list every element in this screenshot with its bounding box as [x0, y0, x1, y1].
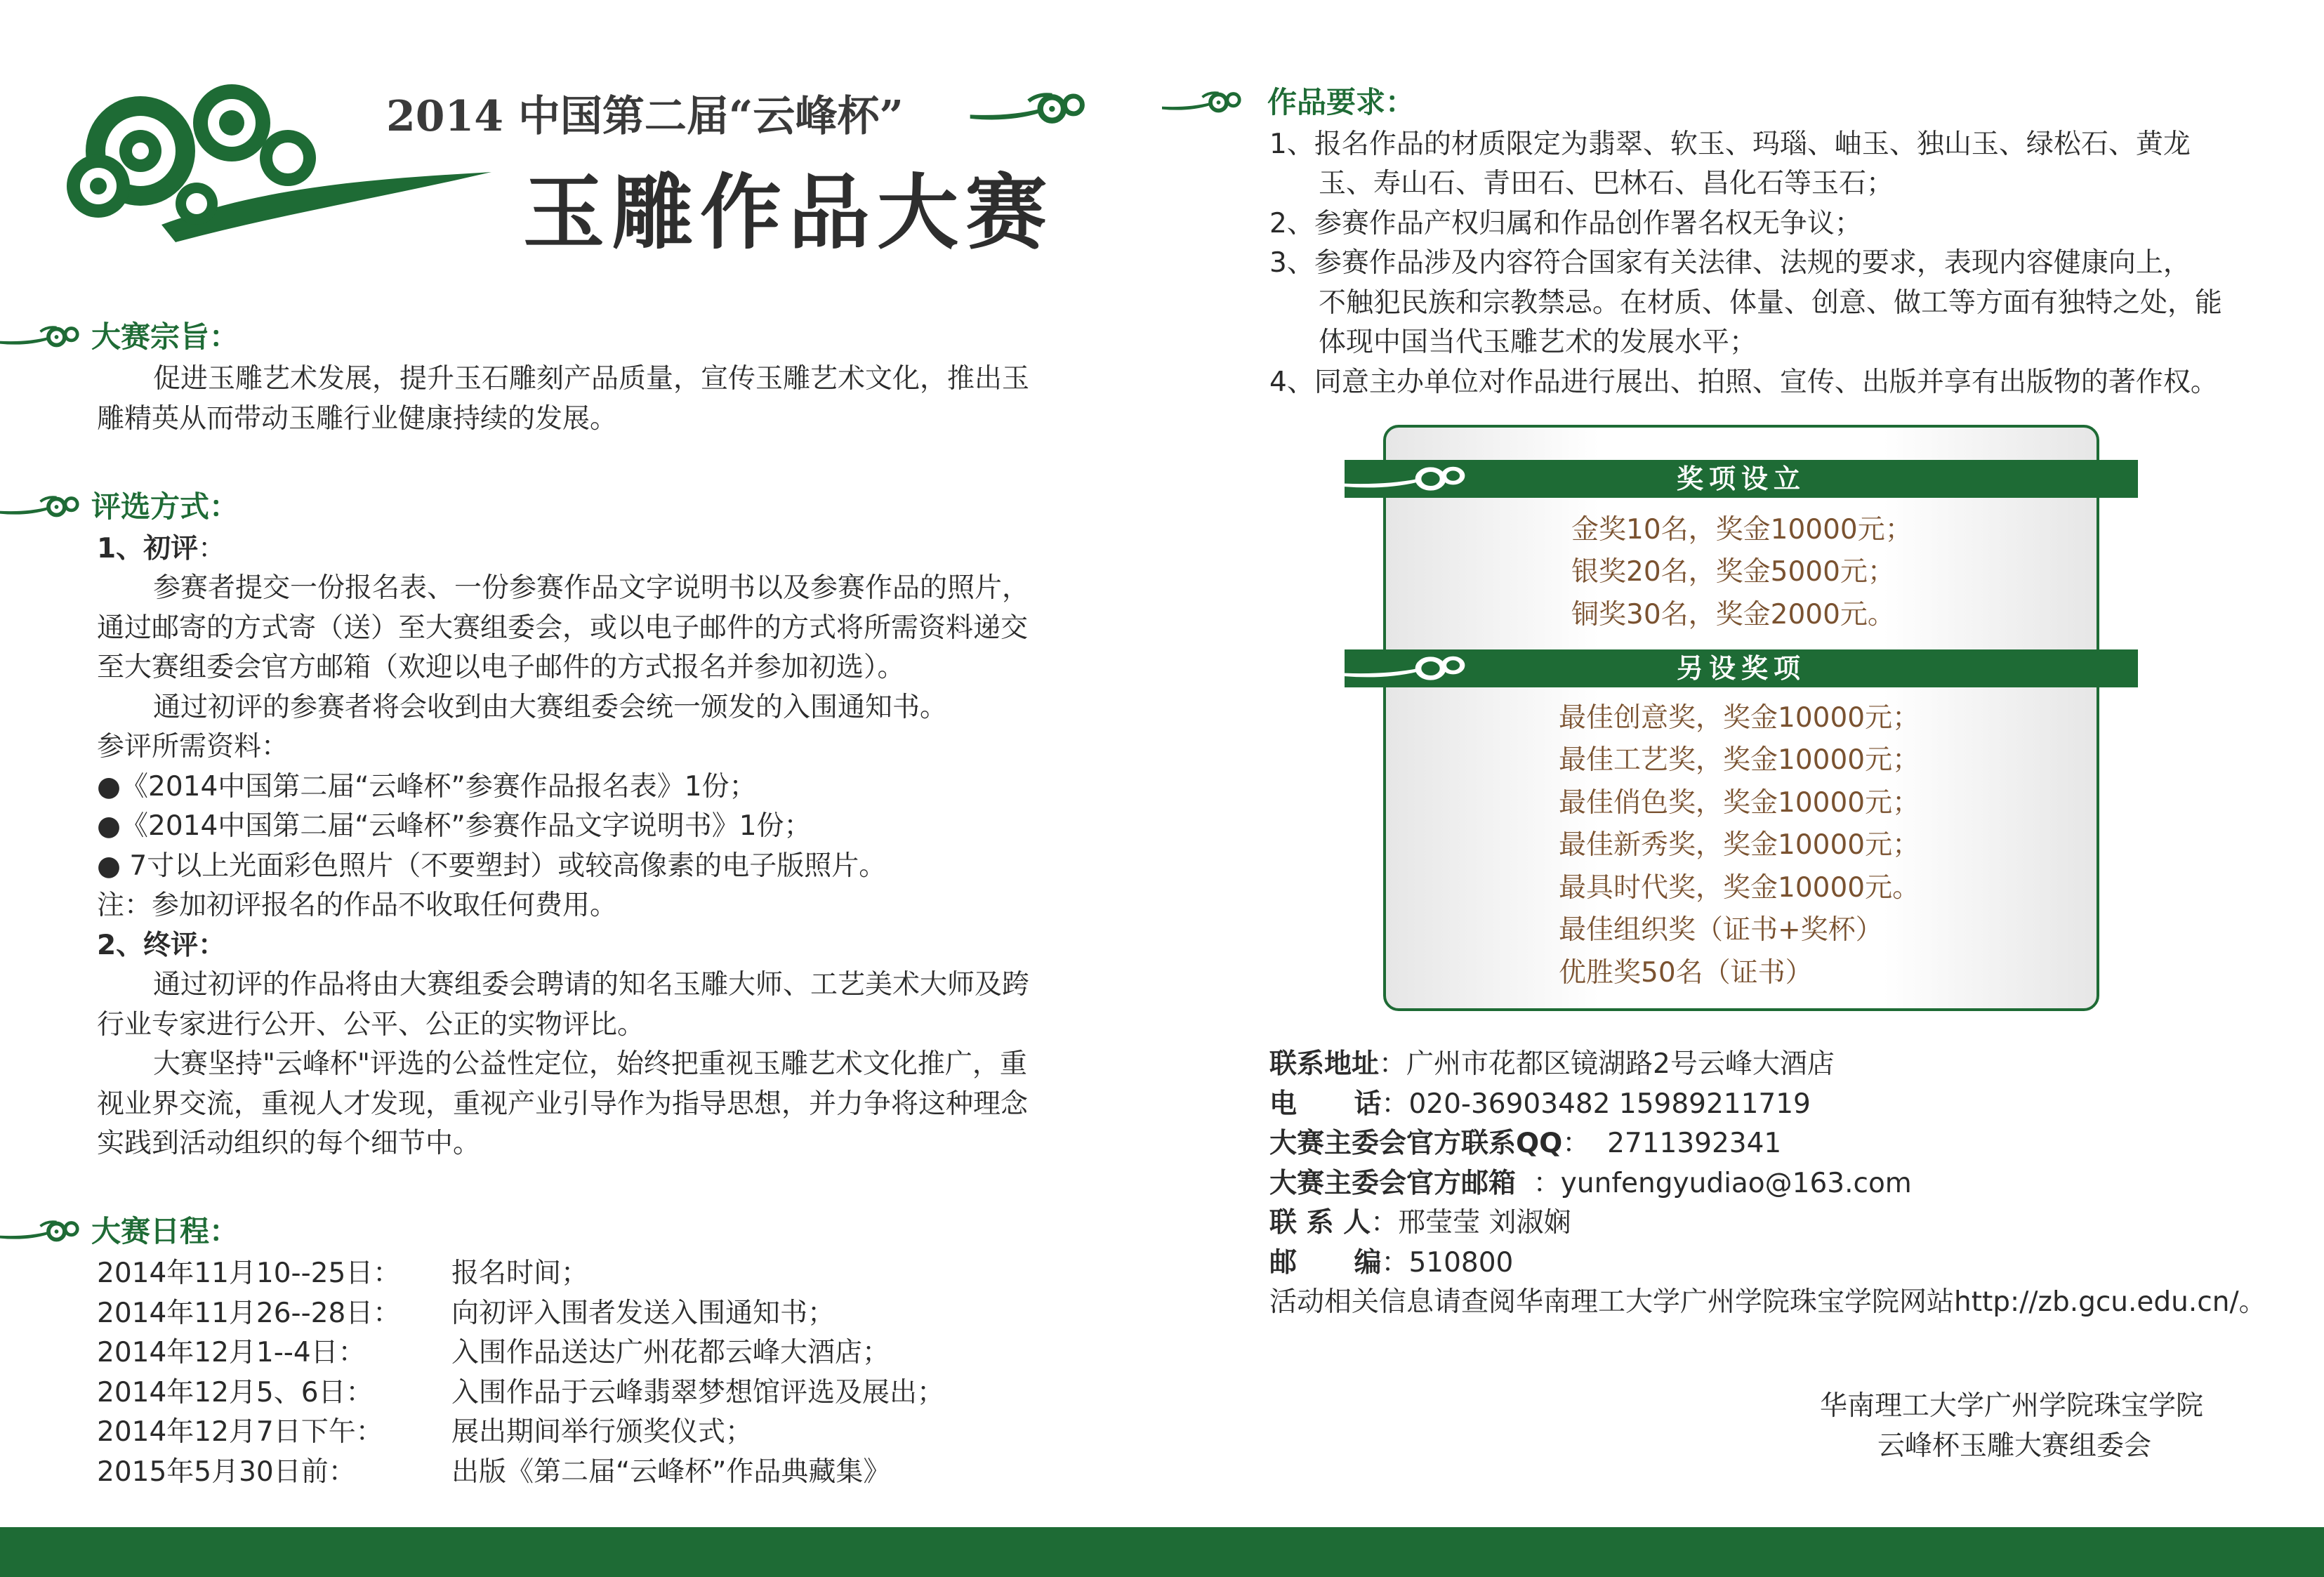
- prize-line: 最佳组织奖（证书+奖杯）: [1559, 914, 1883, 946]
- colon: ：: [198, 533, 226, 565]
- contact-label: 联 系 人: [1269, 1207, 1371, 1239]
- schedule-table: [97, 1254, 945, 1492]
- website-line: 活动相关信息请查阅华南理工大学广州学院珠宝学院网站http://zb.gcu.edu.cn/。: [1269, 1286, 2266, 1318]
- contact-value: ： 2711392341: [1562, 1128, 1782, 1159]
- list-item: ●《2014中国第二届“云峰杯”参赛作品报名表》1份；: [97, 771, 757, 803]
- prize-line: 优胜奖50名（证书）: [1559, 957, 1813, 989]
- schedule-row: [97, 1373, 945, 1413]
- schedule-date: 2015年5月30日前：: [97, 1456, 356, 1488]
- requirement-line: 1、报名作品的材质限定为翡翠、软玉、玛瑙、岫玉、独山玉、绿松石、黄龙: [1269, 128, 2191, 160]
- requirement-line: 4、同意主办单位对作品进行展出、拍照、宣传、出版并享有出版物的著作权。: [1269, 367, 2218, 398]
- contact-row: [1269, 1243, 2266, 1284]
- contact-value: ：邢莹莹 刘淑娴: [1371, 1207, 1571, 1239]
- prize-line: 最佳创意奖，奖金10000元；: [1559, 702, 1920, 734]
- schedule-row: [97, 1453, 891, 1493]
- paragraph-line: 通过初评的参赛者将会收到由大赛组委会统一颁发的入围通知书。: [153, 692, 948, 723]
- prize-line: 最佳工艺奖，奖金10000元；: [1559, 744, 1920, 776]
- paragraph-line: 行业专家进行公开、公平、公正的实物评比。: [97, 1009, 645, 1041]
- cloud-ornament-icon: [1162, 90, 1243, 115]
- schedule-row: [97, 1413, 753, 1453]
- cloud-ornament-icon: [969, 91, 1088, 126]
- requirement-line: 玉、寿山石、青田石、巴林石、昌化石等玉石；: [1319, 168, 1894, 199]
- schedule-row: [97, 1294, 836, 1334]
- prize-line: 铜奖30名，奖金2000元。: [1571, 599, 1895, 631]
- section-title: 大赛日程：: [91, 1214, 239, 1248]
- cloud-ornament-icon: [0, 324, 81, 350]
- note: 注：参加初评报名的作品不收取任何费用。: [97, 890, 618, 921]
- paragraph-line: 通过邮寄的方式寄（送）至大赛组委会，或以电子邮件的方式将所需资料递交: [97, 612, 1029, 644]
- paragraph-line: 实践到活动组织的每个细节中。: [97, 1128, 481, 1159]
- subheading-final: [97, 926, 225, 966]
- contact-value: ：广州市花都区镜湖路2号云峰大酒店: [1379, 1048, 1835, 1080]
- prize-line: 最具时代奖，奖金10000元。: [1559, 872, 1920, 904]
- awards-title: 奖项设立: [1676, 463, 1806, 494]
- schedule-event: 入围作品送达广州花都云峰大酒店；: [451, 1337, 890, 1368]
- contact-label: 大赛主委会官方邮箱: [1269, 1167, 1517, 1199]
- paragraph-line: 通过初评的作品将由大赛组委会聘请的知名玉雕大师、工艺美术大师及跨: [153, 969, 1030, 1001]
- contact-row: [1269, 1124, 2266, 1164]
- awards-ribbon-main: [1345, 460, 2138, 498]
- prize-line: 最佳俏色奖，奖金10000元；: [1559, 787, 1920, 819]
- schedule-event: 展出期间举行颁奖仪式；: [451, 1416, 753, 1448]
- contact-row: [1269, 1045, 2266, 1085]
- awards-ribbon-extra: [1345, 649, 2138, 687]
- footer-band: [0, 1527, 2324, 1577]
- schedule-event: 报名时间；: [451, 1258, 589, 1289]
- requirement-line: 体现中国当代玉雕艺术的发展水平；: [1319, 326, 1757, 358]
- prize-line: 最佳新秀奖，奖金10000元；: [1559, 829, 1920, 861]
- paragraph-line: 大赛坚持"云峰杯"评选的公益性定位，始终把重视玉雕艺术文化推广，重: [153, 1048, 1027, 1080]
- contact-label: 联系地址: [1269, 1048, 1380, 1080]
- schedule-event: 向初评入围者发送入围通知书；: [451, 1297, 836, 1329]
- paragraph-line: 参赛者提交一份报名表、一份参赛作品文字说明书以及参赛作品的照片，: [153, 572, 1030, 604]
- materials-label: 参评所需资料：: [97, 731, 289, 763]
- section-title: 大赛宗旨：: [91, 319, 239, 354]
- section-title: 评选方式：: [91, 489, 239, 524]
- contact-label: 大赛主委会官方联系QQ: [1269, 1128, 1563, 1159]
- paragraph-line: 视业界交流，重视人才发现，重视产业引导作为指导思想，并力争将这种理念: [97, 1088, 1029, 1120]
- subheading-preliminary: [97, 529, 225, 569]
- schedule-date: 2014年12月1--4日：: [97, 1337, 366, 1368]
- schedule-event: 出版《第二届“云峰杯”作品典藏集》: [451, 1456, 891, 1488]
- requirement-line: 2、参赛作品产权归属和作品创作署名权无争议；: [1269, 208, 1862, 239]
- contact-value: ：yunfengyudiao@163.com: [1516, 1167, 1912, 1199]
- contact-value: ：510800: [1381, 1246, 1514, 1279]
- contact-block: [1269, 1045, 2266, 1323]
- requirement-line: 不触犯民族和宗教禁忌。在材质、体量、创意、做工等方面有独特之处，能: [1319, 287, 2223, 319]
- list-item: ●《2014中国第二届“云峰杯”参赛作品文字说明书》1份；: [97, 810, 812, 842]
- schedule-date: 2014年12月7日下午：: [97, 1416, 383, 1448]
- contact-label: 邮 编: [1269, 1246, 1382, 1279]
- awards-title: 另设奖项: [1676, 653, 1806, 684]
- schedule-date: 2014年11月10--25日：: [97, 1258, 401, 1289]
- prize-line: 金奖10名，奖金10000元；: [1571, 514, 1913, 546]
- cloud-ornament-icon: [0, 494, 81, 520]
- requirement-line: 3、参赛作品涉及内容符合国家有关法律、法规的要求，表现内容健康向上，: [1269, 247, 2191, 279]
- organizer-line: 云峰杯玉雕大赛组委会: [1877, 1430, 2152, 1462]
- subheading-label: 2、终评：: [97, 930, 226, 961]
- schedule-date: 2014年11月26--28日：: [97, 1297, 401, 1329]
- header-title-line1: 2014 中国第二届“云峰杯”: [386, 92, 904, 141]
- contact-row: [1269, 1203, 2266, 1243]
- schedule-row: [97, 1254, 589, 1294]
- section-title: 作品要求：: [1267, 85, 1415, 119]
- schedule-date: 2014年12月5、6日：: [97, 1376, 374, 1408]
- contact-row: [1269, 1164, 2266, 1204]
- paragraph-line: 至大赛组委会官方邮箱（欢迎以电子邮件的方式报名并参加初选）。: [97, 652, 905, 683]
- contact-row: [1269, 1085, 2266, 1125]
- subheading-label: 1、初评: [97, 533, 199, 565]
- schedule-event: 入围作品于云峰翡翠梦想馆评选及展出；: [451, 1376, 945, 1408]
- list-item: ● 7寸以上光面彩色照片（不要塑封）或较高像素的电子版照片。: [97, 850, 887, 882]
- schedule-row: [97, 1333, 890, 1373]
- contact-value: ：020-36903482 15989211719: [1381, 1088, 1811, 1120]
- header-title-line2: 玉雕作品大赛: [523, 165, 1054, 260]
- contact-label: 电 话: [1269, 1088, 1382, 1120]
- paragraph-line: 促进玉雕艺术发展，提升玉石雕刻产品质量，宣传玉雕艺术文化，推出玉: [153, 363, 1030, 395]
- cloud-ornament-icon: [0, 1219, 81, 1244]
- prize-line: 银奖20名，奖金5000元；: [1571, 556, 1895, 588]
- organizer-line: 华南理工大学广州学院珠宝学院: [1820, 1390, 2204, 1422]
- paragraph-line: 雕精英从而带动玉雕行业健康持续的发展。: [97, 403, 618, 435]
